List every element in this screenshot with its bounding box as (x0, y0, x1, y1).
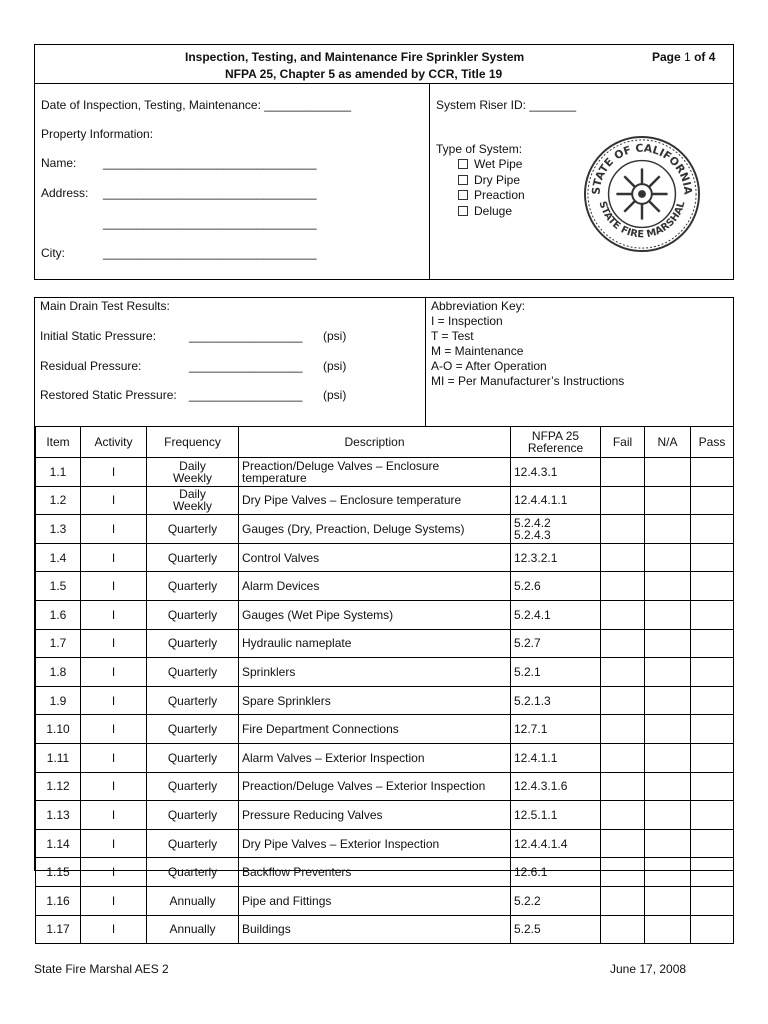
col-fail: Fail (601, 427, 645, 458)
activity-cell: I (81, 915, 147, 944)
abbrev-line: T = Test (431, 329, 474, 343)
frequency-cell: Quarterly (147, 600, 239, 629)
abbrev-line: A-O = After Operation (431, 359, 547, 373)
riser-id-field[interactable]: System Riser ID: _______ (436, 98, 577, 112)
pass-cell[interactable] (691, 829, 734, 858)
checkbox[interactable] (458, 190, 468, 200)
description-cell: Preaction/Deluge Valves – Enclosure temperature (239, 458, 511, 487)
fail-cell[interactable] (601, 858, 645, 887)
footer-agency: State Fire Marshal AES 2 (34, 962, 169, 976)
page-number: 1 (684, 50, 691, 64)
name-field[interactable]: ________________________________ (103, 156, 317, 170)
pass-cell[interactable] (691, 743, 734, 772)
description-cell: Backflow Preventers (239, 858, 511, 887)
item-cell: 1.16 (36, 886, 81, 915)
residual-pressure-label: Residual Pressure: (40, 359, 142, 373)
activity-cell: I (81, 829, 147, 858)
table-row (36, 886, 734, 915)
reference-cell: 5.2.1 (511, 658, 601, 687)
frequency-cell: Quarterly (147, 715, 239, 744)
reference-cell: 12.4.1.1 (511, 743, 601, 772)
fail-cell[interactable] (601, 600, 645, 629)
item-cell: 1.7 (36, 629, 81, 658)
table-row (36, 658, 734, 687)
description-cell: Fire Department Connections (239, 715, 511, 744)
description-cell: Sprinklers (239, 658, 511, 687)
description-cell: Alarm Devices (239, 572, 511, 601)
pass-cell[interactable] (691, 715, 734, 744)
reference-cell: 12.6.1 (511, 858, 601, 887)
description-cell: Alarm Valves – Exterior Inspection (239, 743, 511, 772)
pass-cell[interactable] (691, 801, 734, 830)
item-cell: 1.3 (36, 515, 81, 544)
table-row (36, 458, 734, 487)
table-row (36, 915, 734, 944)
na-cell[interactable] (645, 458, 691, 487)
frequency-cell: Quarterly (147, 686, 239, 715)
activity-cell: I (81, 543, 147, 572)
frequency-cell: Quarterly (147, 829, 239, 858)
table-row (36, 743, 734, 772)
na-cell[interactable] (645, 572, 691, 601)
seal-bottom-text: STATE FIRE MARSHAL (596, 200, 688, 241)
col-reference: NFPA 25 Reference (511, 427, 601, 458)
fail-cell[interactable] (601, 829, 645, 858)
pass-cell[interactable] (691, 515, 734, 544)
activity-cell: I (81, 572, 147, 601)
description-cell: Dry Pipe Valves – Enclosure temperature (239, 486, 511, 515)
activity-cell: I (81, 486, 147, 515)
test-results-box (34, 297, 734, 937)
na-cell[interactable] (645, 829, 691, 858)
fail-cell[interactable] (601, 886, 645, 915)
reference-cell: 5.2.7 (511, 629, 601, 658)
activity-cell: I (81, 772, 147, 801)
activity-cell: I (81, 858, 147, 887)
description-cell: Hydraulic nameplate (239, 629, 511, 658)
fail-cell[interactable] (601, 543, 645, 572)
address-field-1[interactable]: ________________________________ (103, 186, 317, 200)
activity-cell: I (81, 629, 147, 658)
system-type-option[interactable]: Dry Pipe (458, 173, 520, 187)
item-cell: 1.2 (36, 486, 81, 515)
fail-cell[interactable] (601, 801, 645, 830)
psi-unit: (psi) (323, 329, 347, 343)
restored-pressure-field[interactable]: _________________ (189, 388, 303, 402)
reference-cell: 12.5.1.1 (511, 801, 601, 830)
page-prefix: Page (652, 50, 681, 64)
item-cell: 1.9 (36, 686, 81, 715)
state-fire-marshal-seal-icon (583, 135, 701, 253)
na-cell[interactable] (645, 715, 691, 744)
col-activity: Activity (81, 427, 147, 458)
activity-cell: I (81, 743, 147, 772)
item-cell: 1.1 (36, 458, 81, 487)
fail-cell[interactable] (601, 658, 645, 687)
frequency-cell: Quarterly (147, 658, 239, 687)
description-cell: Gauges (Dry, Preaction, Deluge Systems) (239, 515, 511, 544)
na-cell[interactable] (645, 801, 691, 830)
title-bar (35, 45, 733, 84)
na-cell[interactable] (645, 515, 691, 544)
fail-cell[interactable] (601, 715, 645, 744)
reference-cell: 5.2.6 (511, 572, 601, 601)
table-row (36, 572, 734, 601)
na-cell[interactable] (645, 743, 691, 772)
seal-top-text: STATE OF CALIFORNIA (589, 141, 695, 196)
system-type-option[interactable]: Deluge (458, 204, 512, 218)
table-row (36, 486, 734, 515)
reference-cell: 12.7.1 (511, 715, 601, 744)
item-cell: 1.8 (36, 658, 81, 687)
checkbox[interactable] (458, 159, 468, 169)
frequency-cell: Daily Weekly (147, 458, 239, 487)
inspection-table (35, 426, 734, 944)
reference-cell: 5.2.2 (511, 886, 601, 915)
pass-cell[interactable] (691, 600, 734, 629)
na-cell[interactable] (645, 486, 691, 515)
table-row (36, 600, 734, 629)
reference-cell: 12.4.3.1.6 (511, 772, 601, 801)
pass-cell[interactable] (691, 572, 734, 601)
pass-cell[interactable] (691, 486, 734, 515)
pass-cell[interactable] (691, 658, 734, 687)
frequency-cell: Annually (147, 886, 239, 915)
item-cell: 1.4 (36, 543, 81, 572)
item-cell: 1.11 (36, 743, 81, 772)
activity-cell: I (81, 658, 147, 687)
activity-cell: I (81, 686, 147, 715)
restored-pressure-label: Restored Static Pressure: (40, 388, 177, 402)
item-cell: 1.10 (36, 715, 81, 744)
reference-cell: 5.2.5 (511, 915, 601, 944)
item-cell: 1.14 (36, 829, 81, 858)
reference-cell: 12.4.4.1.1 (511, 486, 601, 515)
fail-cell[interactable] (601, 743, 645, 772)
fail-cell[interactable] (601, 486, 645, 515)
abbrev-line: I = Inspection (431, 314, 503, 328)
pass-cell[interactable] (691, 629, 734, 658)
footer-date: June 17, 2008 (610, 962, 687, 976)
abbrev-line: MI = Per Manufacturer’s Instructions (431, 374, 625, 388)
drain-section (35, 298, 733, 426)
description-cell: Preaction/Deluge Valves – Exterior Inspection (239, 772, 511, 801)
table-row (36, 858, 734, 887)
table-row (36, 829, 734, 858)
na-cell[interactable] (645, 658, 691, 687)
table-row (36, 629, 734, 658)
pass-cell[interactable] (691, 858, 734, 887)
property-label: Property Information: (41, 127, 154, 141)
na-cell[interactable] (645, 686, 691, 715)
description-cell: Spare Sprinklers (239, 686, 511, 715)
col-pass: Pass (691, 427, 734, 458)
table-row (36, 801, 734, 830)
reference-cell: 5.2.1.3 (511, 686, 601, 715)
pass-cell[interactable] (691, 915, 734, 944)
table-row (36, 686, 734, 715)
description-cell: Gauges (Wet Pipe Systems) (239, 600, 511, 629)
frequency-cell: Quarterly (147, 743, 239, 772)
reference-cell: 5.2.4.1 (511, 600, 601, 629)
abbrev-line: M = Maintenance (431, 344, 524, 358)
frequency-cell: Daily Weekly (147, 486, 239, 515)
page-indicator (652, 50, 715, 64)
name-label: Name: (41, 156, 77, 170)
description-cell: Dry Pipe Valves – Exterior Inspection (239, 829, 511, 858)
activity-cell: I (81, 801, 147, 830)
col-description: Description (239, 427, 511, 458)
residual-pressure-field[interactable]: _________________ (189, 359, 303, 373)
pass-cell[interactable] (691, 686, 734, 715)
table-row (36, 772, 734, 801)
address-field-2[interactable]: ________________________________ (103, 216, 317, 230)
item-cell: 1.5 (36, 572, 81, 601)
activity-cell: I (81, 600, 147, 629)
fail-cell[interactable] (601, 686, 645, 715)
reference-cell: 12.4.3.1 (511, 458, 601, 487)
pass-cell[interactable] (691, 543, 734, 572)
checkbox[interactable] (458, 175, 468, 185)
header-divider (429, 83, 430, 279)
frequency-cell: Quarterly (147, 858, 239, 887)
system-type-label: Type of System: (436, 142, 523, 156)
description-cell: Buildings (239, 915, 511, 944)
item-cell: 1.6 (36, 600, 81, 629)
activity-cell: I (81, 458, 147, 487)
psi-unit: (psi) (323, 388, 347, 402)
frequency-cell: Quarterly (147, 515, 239, 544)
fail-cell[interactable] (601, 629, 645, 658)
form-header-box (34, 44, 734, 280)
system-type-option[interactable]: Preaction (458, 188, 525, 202)
item-cell: 1.13 (36, 801, 81, 830)
pass-cell[interactable] (691, 886, 734, 915)
frequency-cell: Quarterly (147, 543, 239, 572)
form-subtitle: NFPA 25, Chapter 5 as amended by CCR, Title 19 (225, 67, 503, 81)
reference-cell: 5.2.4.2 5.2.4.3 (511, 515, 601, 544)
fail-cell[interactable] (601, 772, 645, 801)
address-label: Address: (41, 186, 89, 200)
frequency-cell: Quarterly (147, 629, 239, 658)
na-cell[interactable] (645, 886, 691, 915)
na-cell[interactable] (645, 772, 691, 801)
pass-cell[interactable] (691, 458, 734, 487)
table-row (36, 543, 734, 572)
abbrev-title: Abbreviation Key: (431, 299, 526, 313)
page-suffix: of 4 (694, 50, 716, 64)
item-cell: 1.17 (36, 915, 81, 944)
frequency-cell: Quarterly (147, 572, 239, 601)
description-cell: Pipe and Fittings (239, 886, 511, 915)
drain-divider (425, 298, 426, 426)
fail-cell[interactable] (601, 515, 645, 544)
date-field[interactable]: Date of Inspection, Testing, Maintenance: _____________ (41, 98, 352, 112)
na-cell[interactable] (645, 858, 691, 887)
reference-cell: 12.4.4.1.4 (511, 829, 601, 858)
na-cell[interactable] (645, 600, 691, 629)
fail-cell[interactable] (601, 915, 645, 944)
table-header-row (36, 427, 734, 458)
table-row (36, 515, 734, 544)
frequency-cell: Quarterly (147, 772, 239, 801)
form-title: Inspection, Testing, and Maintenance Fire Sprinkler System (185, 50, 525, 64)
description-cell: Pressure Reducing Valves (239, 801, 511, 830)
city-field[interactable]: ________________________________ (103, 246, 317, 260)
city-label: City: (41, 246, 65, 260)
activity-cell: I (81, 515, 147, 544)
description-cell: Control Valves (239, 543, 511, 572)
table-row (36, 715, 734, 744)
psi-unit: (psi) (323, 359, 347, 373)
initial-pressure-label: Initial Static Pressure: (40, 329, 157, 343)
na-cell[interactable] (645, 915, 691, 944)
system-type-option[interactable]: Wet Pipe (458, 157, 522, 171)
drain-title: Main Drain Test Results: (40, 299, 170, 313)
col-na: N/A (645, 427, 691, 458)
frequency-cell: Annually (147, 915, 239, 944)
item-cell: 1.15 (36, 858, 81, 887)
activity-cell: I (81, 715, 147, 744)
fail-cell[interactable] (601, 458, 645, 487)
pass-cell[interactable] (691, 772, 734, 801)
initial-pressure-field[interactable]: _________________ (189, 329, 303, 343)
na-cell[interactable] (645, 629, 691, 658)
item-cell: 1.12 (36, 772, 81, 801)
col-item: Item (36, 427, 81, 458)
checkbox[interactable] (458, 206, 468, 216)
na-cell[interactable] (645, 543, 691, 572)
reference-cell: 12.3.2.1 (511, 543, 601, 572)
activity-cell: I (81, 886, 147, 915)
col-frequency: Frequency (147, 427, 239, 458)
frequency-cell: Quarterly (147, 801, 239, 830)
fail-cell[interactable] (601, 572, 645, 601)
